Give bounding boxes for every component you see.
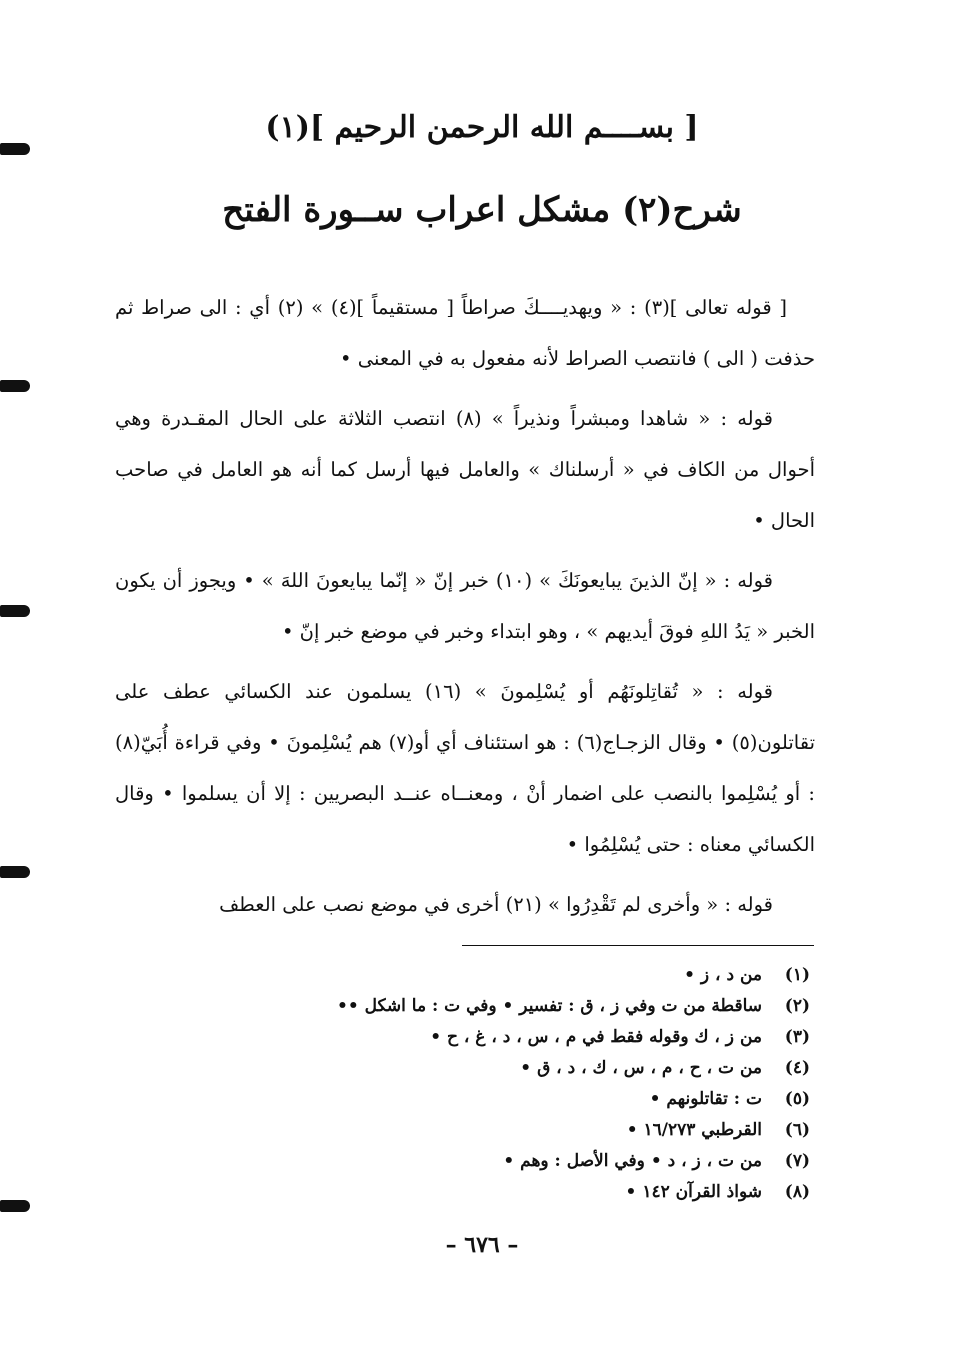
footnote xyxy=(230,1022,810,1053)
footnote xyxy=(230,960,810,991)
footnote-text: ساقطة من ت وفي ز ، ق : تفسير • وفي ت : ما اشكل •• xyxy=(336,996,762,1016)
scan-edge-mark xyxy=(0,380,30,392)
footnote-number: (٨) xyxy=(784,1182,810,1202)
footnote-text: من د ، ز • xyxy=(684,965,762,985)
footnote-divider xyxy=(462,945,814,946)
footnotes xyxy=(230,960,810,1208)
scan-edge-mark xyxy=(0,605,30,617)
footnote xyxy=(230,991,810,1022)
footnote xyxy=(230,1115,810,1146)
footnote-text: ت : تقاتلونهم • xyxy=(649,1089,762,1109)
page-title: شرح(٢) مشكل اعراب ســورة الفتح xyxy=(222,190,742,230)
basmala-heading: [ بســــم الله الرحمن الرحيم ](١) xyxy=(265,110,699,145)
scan-edge-mark xyxy=(0,866,30,878)
footnote-text: من ت ، ز ، د • وفي الأصل : وهم • xyxy=(503,1151,762,1171)
footnote-number: (٥) xyxy=(784,1089,810,1109)
footnote xyxy=(230,1177,810,1208)
footnote xyxy=(230,1053,810,1084)
paragraph: قوله : « شاهدا ومبشراً ونذيراً » (٨) انتصب الثلاثة على الحال المقـدرة وهي أحوال من الكاف في « أرسلناك » والعامل فيها أرسل كما أنه هو العامل في صاحب الحال • xyxy=(115,407,815,532)
main-text xyxy=(115,282,815,939)
footnote-number: (٣) xyxy=(784,1027,810,1047)
paragraph: قوله : « وأخرى لم تَقْدِرُوا » (٢١) أخرى في موضع نصب على العطف xyxy=(219,893,773,916)
paragraph: قوله : « تُقاتِلونَهُم أو يُسْلِمونَ » (١٦) يسلمون عند الكسائي عطف على تقاتلون(٥) • وقال الزجـاج(٦) : هو استئناف أي أو(٧) هم يُسْلِمونَ • وفي قراءة أُبَيّ(٨) : أو يُسْلِموا بالنصب على اضمار أنْ ، ومعنــاه عنــد البصريين : إلا أن يسلموا • وقال الكسائي معناه : حتى يُسْلِمُوا • xyxy=(115,680,816,856)
footnote-number: (١) xyxy=(784,965,810,985)
paragraph: قوله : « إنّ الذينَ يبايعونَكَ » (١٠) خبر إنّ « إنّما يبايعونَ اللهَ » • ويجوز أن يكون الخبر « يَدُ اللهِ فوقَ أيديهم » ، وهو ابتداء وخبر في موضع خبر إنّ • xyxy=(115,569,815,643)
footnote-number: (٧) xyxy=(784,1151,810,1171)
footnote-text: من ت ، ح ، م ، س ، ك ، د ، ق • xyxy=(520,1058,762,1078)
footnote xyxy=(230,1146,810,1177)
footnote-number: (٤) xyxy=(784,1058,810,1078)
footnote-text: من ز ، ك وقوله فقط في م ، س ، د ، غ ، ح • xyxy=(430,1027,762,1047)
page-number: – ٦٧٦ – xyxy=(445,1232,519,1258)
footnote-text: القرطبي ١٦/٢٧٣ • xyxy=(626,1120,762,1140)
scan-edge-mark xyxy=(0,1200,30,1212)
footnote-number: (٢) xyxy=(784,996,810,1016)
paragraph: [ قوله تعالى ](٣) : « ويهديــــكَ صراطاً [ مستقيماً ](٤) » (٢) أي : الى صراط ثم حذفت ( الى ) فانتصب الصراط لأنه مفعول به في المعنى • xyxy=(115,296,815,370)
footnote-number: (٦) xyxy=(784,1120,810,1140)
footnote xyxy=(230,1084,810,1115)
footnote-text: شواذ القرآن ١٤٢ • xyxy=(625,1182,762,1202)
